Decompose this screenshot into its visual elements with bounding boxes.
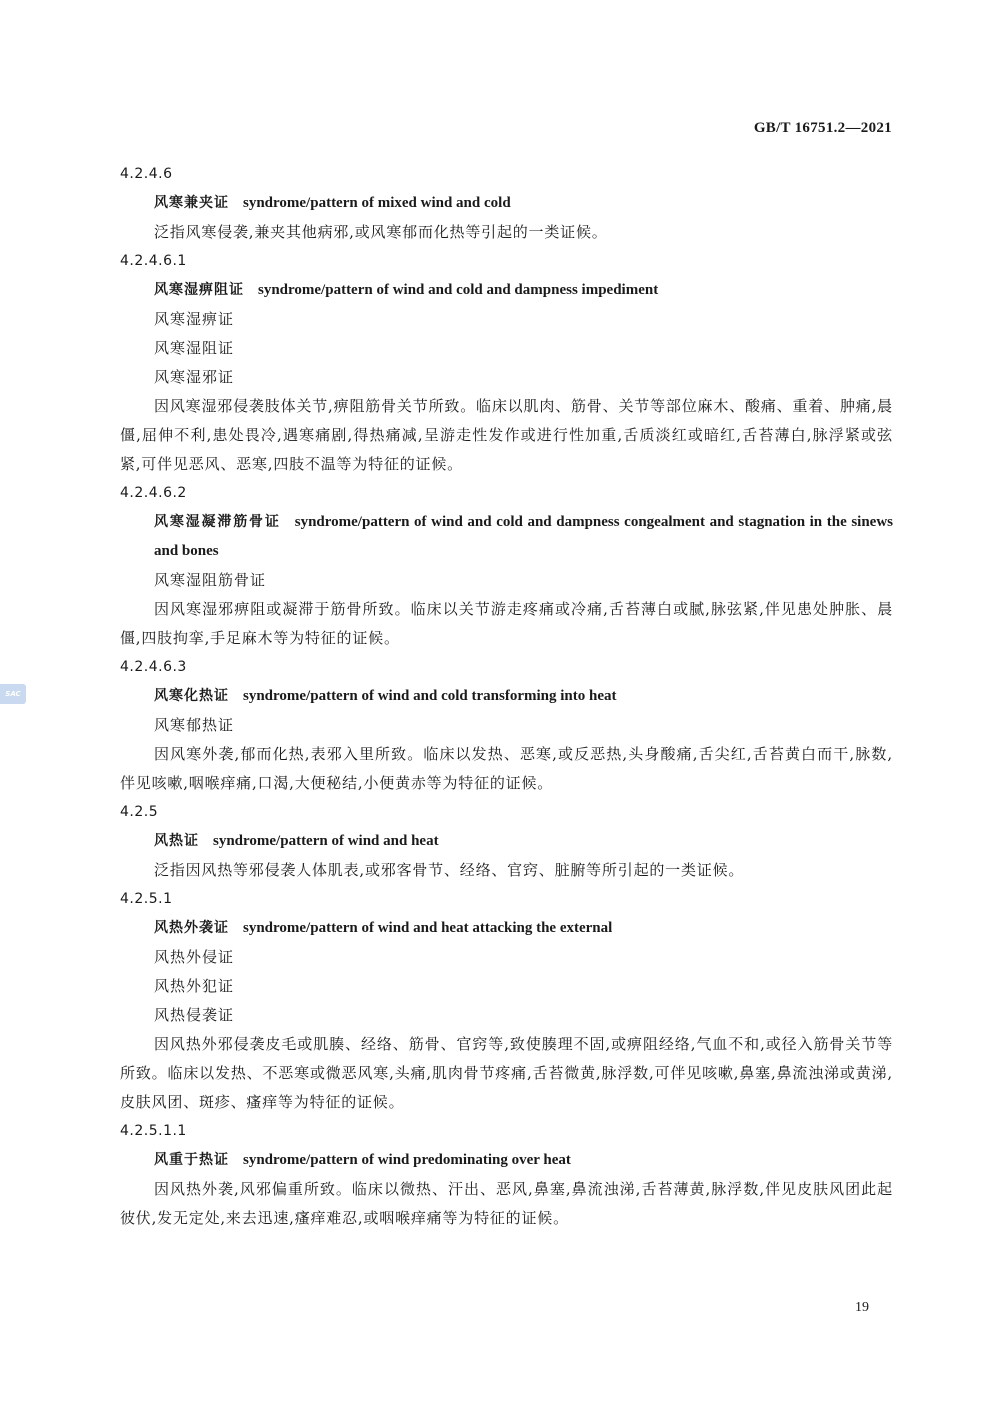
section-number: 4.2.5.1 <box>120 891 173 907</box>
term-heading <box>120 508 893 566</box>
entry <box>120 798 893 885</box>
term-en: syndrome/pattern of wind predominating over heat <box>243 1152 571 1168</box>
entry <box>120 247 893 479</box>
synonym: 风寒湿痹证 <box>154 310 235 328</box>
document-body <box>120 160 893 1233</box>
synonym: 风寒湿阻筋骨证 <box>154 571 267 589</box>
synonym: 风热外犯证 <box>154 977 235 995</box>
term-en: syndrome/pattern of wind and cold transforming into heat <box>243 688 617 704</box>
term-zh: 风重于热证 <box>154 1152 229 1168</box>
entry <box>120 653 893 798</box>
section-number: 4.2.4.6.3 <box>120 659 187 675</box>
section-number: 4.2.5 <box>120 804 159 820</box>
entry <box>120 885 893 1117</box>
definition: 因风寒外袭,郁而化热,表邪入里所致。临床以发热、恶寒,或反恶热,头身酸痛,舌尖红,舌苔黄白而干,脉数,伴见咳嗽,咽喉痒痛,口渴,大便秘结,小便黄赤等为特征的证候。 <box>120 745 893 792</box>
term-heading <box>120 914 893 943</box>
term-zh: 风寒兼夹证 <box>154 195 229 211</box>
term-zh: 风热外袭证 <box>154 920 229 936</box>
term-zh: 风热证 <box>154 833 199 849</box>
synonym: 风寒湿邪证 <box>154 368 235 386</box>
section-number: 4.2.5.1.1 <box>120 1123 187 1139</box>
standard-number: GB/T 16751.2—2021 <box>753 120 892 136</box>
synonym: 风热外侵证 <box>154 948 235 966</box>
term-zh: 风寒湿凝滞筋骨证 <box>154 514 281 530</box>
entry <box>120 1117 893 1233</box>
term-heading <box>120 189 893 218</box>
term-en: syndrome/pattern of wind and cold and dampness congealment and stagnation in the sinews and bones <box>154 514 894 559</box>
synonym: 风热侵袭证 <box>154 1006 235 1024</box>
definition: 因风寒湿邪侵袭肢体关节,痹阻筋骨关节所致。临床以肌肉、筋骨、关节等部位麻木、酸痛、重着、肿痛,晨僵,屈伸不利,患处畏冷,遇寒痛剧,得热痛减,呈游走性发作或进行性加重,舌质淡红或暗红,舌苔薄白,脉浮紧或弦紧,可伴见恶风、恶寒,四肢不温等为特征的证候。 <box>120 397 893 473</box>
entry <box>120 160 893 247</box>
term-heading <box>120 827 893 856</box>
definition: 泛指因风热等邪侵袭人体肌表,或邪客骨节、经络、官窍、脏腑等所引起的一类证候。 <box>154 861 745 879</box>
term-en: syndrome/pattern of mixed wind and cold <box>243 195 511 211</box>
term-heading <box>120 682 893 711</box>
section-number: 4.2.4.6 <box>120 166 173 182</box>
synonym: 风寒郁热证 <box>154 716 235 734</box>
page-number: 19 <box>855 1300 869 1315</box>
term-zh: 风寒化热证 <box>154 688 229 704</box>
definition: 泛指风寒侵袭,兼夹其他病邪,或风寒郁而化热等引起的一类证候。 <box>154 223 608 241</box>
term-en: syndrome/pattern of wind and heat <box>213 833 439 849</box>
section-number: 4.2.4.6.2 <box>120 485 187 501</box>
definition: 因风热外邪侵袭皮毛或肌腠、经络、筋骨、官窍等,致使腠理不固,或痹阻经络,气血不和,或径入筋骨关节等所致。临床以发热、不恶寒或微恶风寒,头痛,肌肉骨节疼痛,舌苔微黄,脉浮数,可伴见咳嗽,鼻塞,鼻流浊涕或黄涕,皮肤风团、斑疹、瘙痒等为特征的证候。 <box>120 1035 893 1111</box>
term-en: syndrome/pattern of wind and heat attacking the external <box>243 920 613 936</box>
definition: 因风热外袭,风邪偏重所致。临床以微热、汗出、恶风,鼻塞,鼻流浊涕,舌苔薄黄,脉浮数,伴见皮肤风团此起彼伏,发无定处,来去迅速,瘙痒难忍,或咽喉痒痛等为特征的证候。 <box>120 1180 893 1227</box>
term-heading <box>120 276 893 305</box>
section-number: 4.2.4.6.1 <box>120 253 187 269</box>
sac-watermark-logo: SAC <box>0 684 26 704</box>
term-en: syndrome/pattern of wind and cold and dampness impediment <box>258 282 659 298</box>
synonym: 风寒湿阻证 <box>154 339 235 357</box>
entry <box>120 479 893 653</box>
term-heading <box>120 1146 893 1175</box>
term-zh: 风寒湿痹阻证 <box>154 282 244 298</box>
definition: 因风寒湿邪痹阻或凝滞于筋骨所致。临床以关节游走疼痛或冷痛,舌苔薄白或腻,脉弦紧,伴见患处肿胀、晨僵,四肢拘挛,手足麻木等为特征的证候。 <box>120 600 893 647</box>
